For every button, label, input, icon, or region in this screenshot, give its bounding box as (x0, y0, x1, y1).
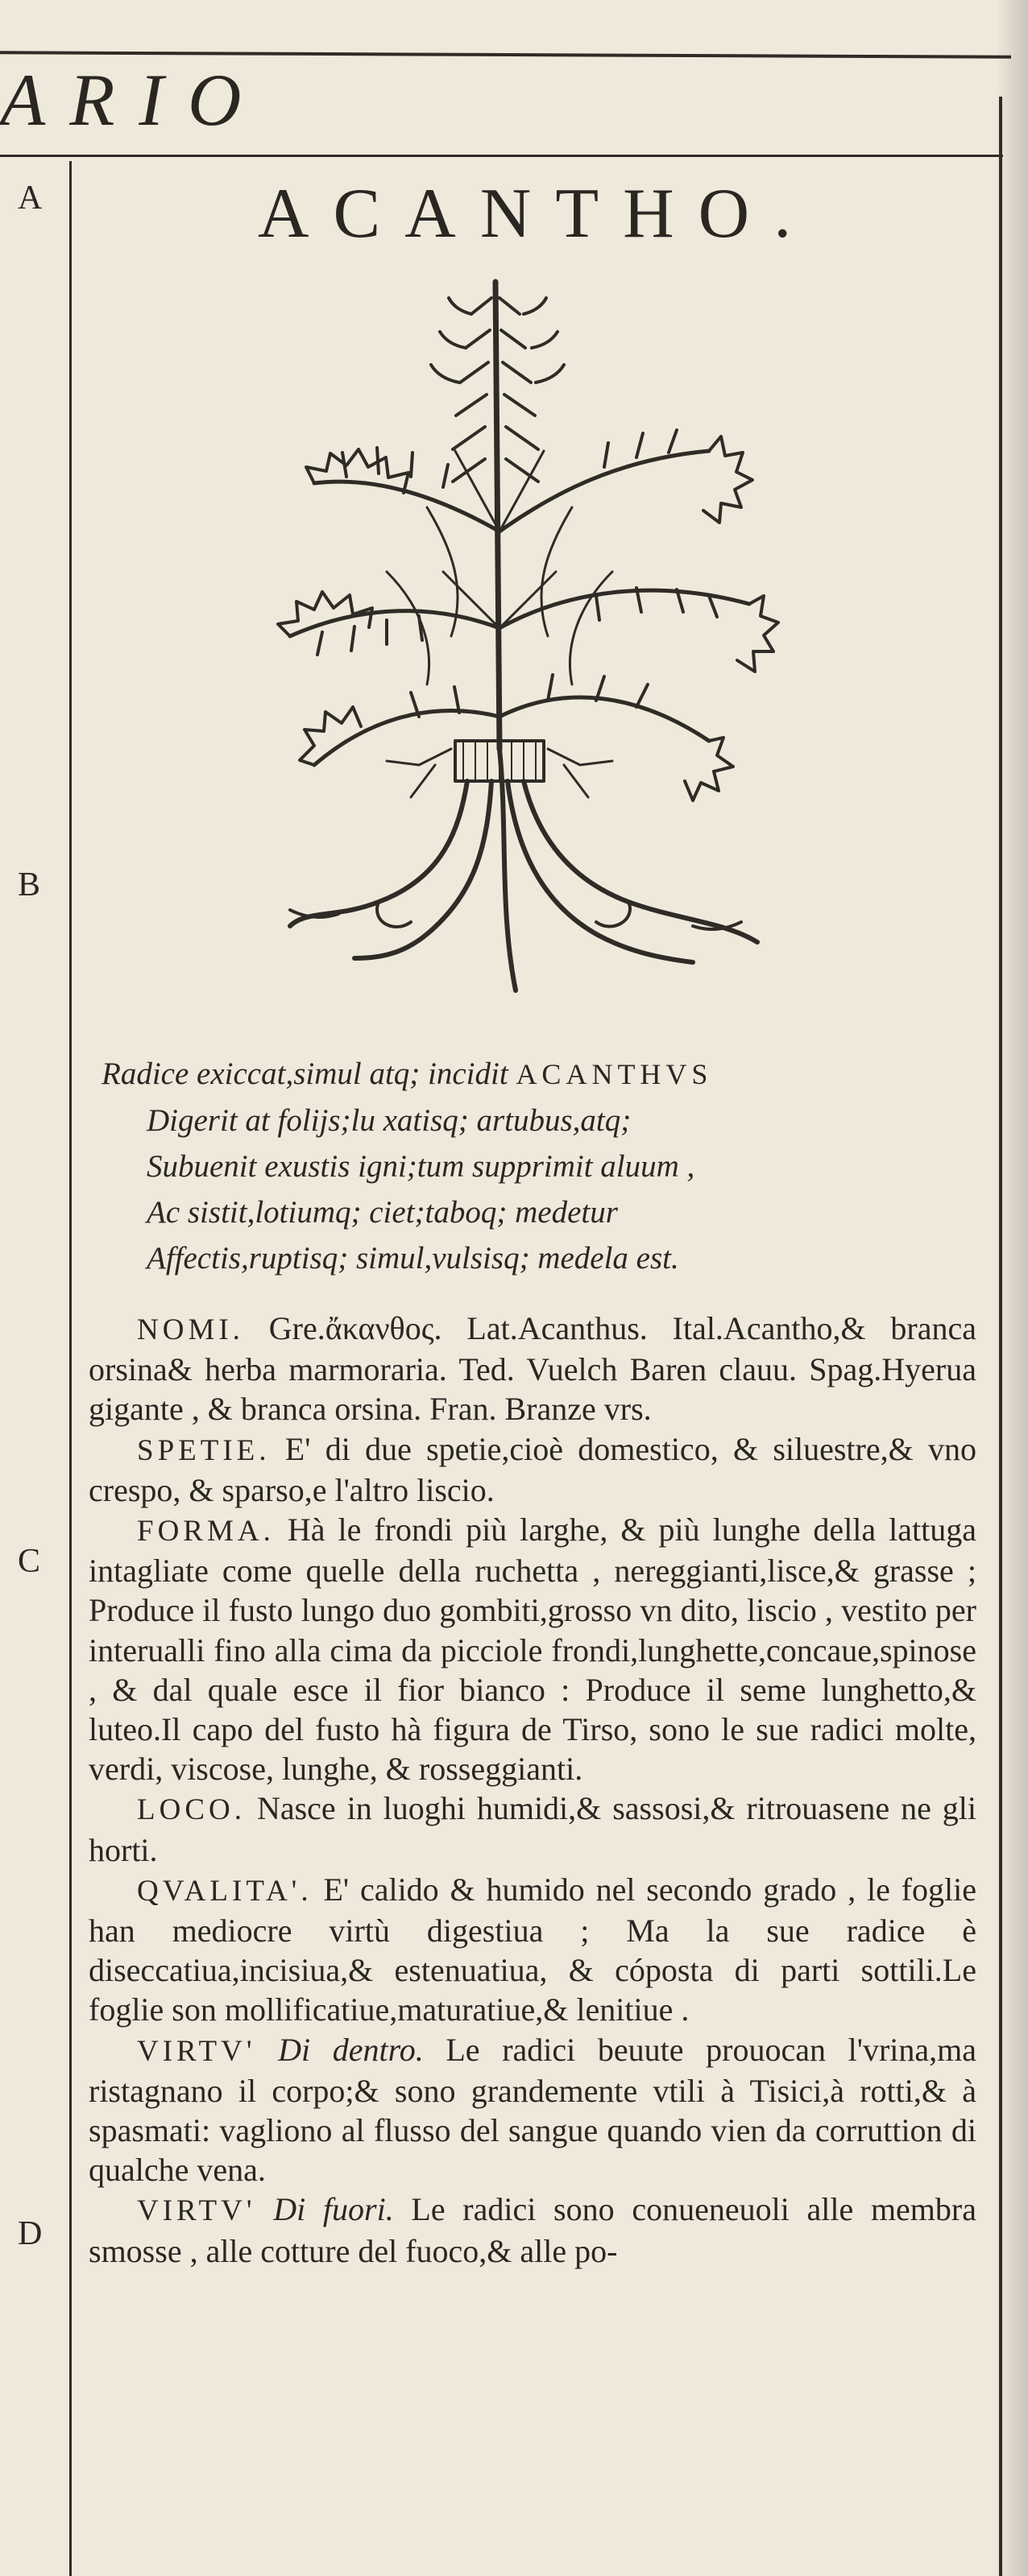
section-virtu-dentro-text: Le radici beuute prouocan l'vrina,ma ristagnano il corpo;& sono grandemente vtili à Tisici,à rotti,& à spasmati: vagliono al flusso del sangue quando vien da corruttion di qualche vena. (89, 2031, 976, 2189)
verse-block (102, 1051, 972, 1281)
section-loco-heading: LOCO. (137, 1793, 246, 1827)
section-spetie (89, 1429, 976, 1510)
section-forma-text: Hà le frondi più larghe, & più lunghe della lattuga intagliate come quelle della ruchetta , nereggianti,lisce,& grasse ; Produce il fusto lungo duo gombiti,grosso vn dito, liscio , vestito per interualli fino alla cima da picciole frondi,lunghette,concaue,spinose , & dal quale esce il fior bianco : Produce il seme lunghetto,& luteo.Il capo del fusto hà figura de Tirso, sono le sue radici molte, verdi, viscose, lunghe, & rosseggianti. (89, 1511, 977, 1788)
section-forma (89, 1510, 976, 1788)
verse-line-5: Affectis,ruptisq; simul,vulsisq; medela est. (147, 1241, 679, 1276)
verse-line-3: Subuenit exustis igni;tum supprimit aluum , (147, 1149, 695, 1184)
acanthus-woodcut-icon (258, 266, 790, 1015)
verse-line-1 (102, 1051, 972, 1098)
header-rule (0, 155, 1003, 157)
section-spetie-text: E' di due spetie,cioè domestico, & siluestre,& vno crespo, & sparso,e l'altro liscio. (89, 1430, 976, 1508)
section-nomi-text: Gre.ἄκανθος. Lat.Acanthus. Ital.Acantho,& branca orsina& herba marmoraria. Ted. Vuelch Baren clauu. Spag.Hyerua gigante , & branca orsina. Fran. Branze vrs. (89, 1310, 976, 1428)
body-text (89, 1309, 976, 2271)
section-loco (89, 1788, 976, 1869)
section-virtu-dentro (89, 2030, 976, 2190)
section-qualita-heading: QVALITA'. (137, 1874, 313, 1908)
section-virtu-dentro-subheading: Di dentro. (278, 2031, 424, 2068)
section-forma-heading: FORMA. (137, 1515, 275, 1548)
section-virtu-fuori-subheading: Di fuori. (273, 2191, 394, 2228)
margin-letter-c: C (18, 1543, 41, 1580)
right-margin-rule (999, 97, 1002, 2576)
section-virtu-fuori-text: Le radici sono conueneuoli alle membra smosse , alle cotture del fuoco,& alle po- (89, 2191, 976, 2269)
margin-letter-b: B (18, 866, 41, 903)
verse-line-1-text: Radice exiccat,simul atq; incidit (102, 1056, 516, 1091)
running-head: ARIO (0, 59, 266, 141)
section-nomi (89, 1309, 976, 1429)
section-nomi-heading: NOMI. (137, 1313, 244, 1346)
section-virtu-fuori (89, 2189, 976, 2270)
section-qualita-text: E' calido & humido nel secondo grado , le foglie han mediocre virtù digestiua ; Ma la sue radice è diseccatiua,incisiua,& estenuatiua, & cóposta di parti sottili.Le foglie son mollificatiue,maturatiue,& lenitiue . (89, 1871, 977, 2028)
verse-line-2: Digerit at folijs;lu xatisq; artubus,atq; (147, 1103, 632, 1138)
left-margin-rule (69, 161, 72, 2576)
top-rule (0, 51, 1011, 58)
plant-title: ACANTHO. (258, 175, 816, 253)
margin-letter-d: D (18, 2215, 43, 2252)
margin-letter-a: A (18, 180, 43, 217)
section-virtu-dentro-heading: VIRTV' (137, 2034, 256, 2068)
section-loco-text: Nasce in luoghi humidi,& sassosi,& ritrouasene ne gli horti. (89, 1790, 976, 1868)
section-virtu-fuori-heading: VIRTV' (137, 2194, 256, 2228)
verse-line-4: Ac sistit,lotiumq; ciet;taboq; medetur (147, 1195, 618, 1230)
section-qualita (89, 1870, 976, 2030)
section-spetie-heading: SPETIE. (137, 1433, 271, 1467)
verse-plant-name: ACANTHVS (516, 1058, 713, 1090)
